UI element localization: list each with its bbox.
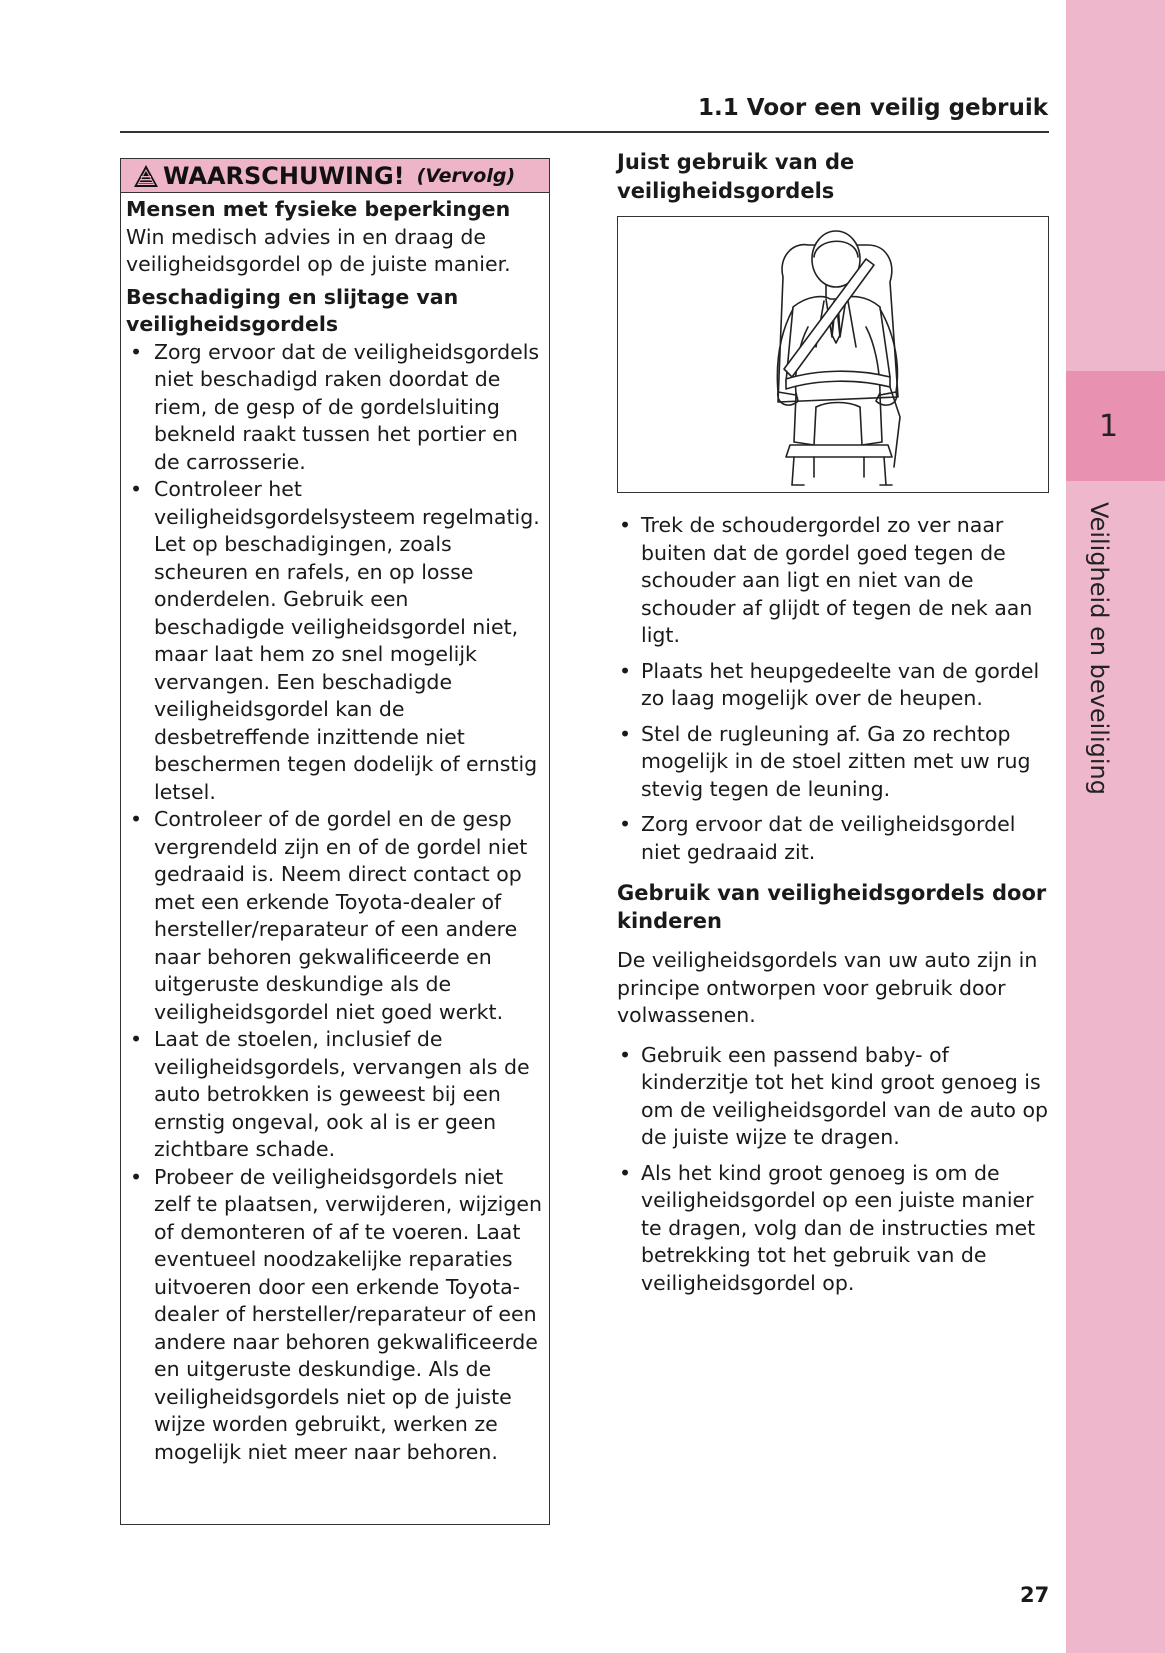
seated-person-seatbelt-illustration	[618, 217, 1047, 491]
seatbelt-figure	[617, 216, 1049, 493]
list-item: • Zorg ervoor dat de veiligheidsgordels niet beschadigd raken doordat de riem, de gesp of de gordelsluiting bekneld raakt tussen het portier en de carrosserie.	[126, 339, 544, 477]
list-item: • Als het kind groot genoeg is om de veiligheidsgordel op een juiste manier te dragen, volg dan de instructies met betrekking tot het gebruik van de veiligheidsgordel op.	[619, 1160, 1036, 1295]
list-item: • Laat de stoelen, inclusief de veiligheidsgordels, vervangen als de auto betrokken is geweest bij een ernstig ongeval, ook al is er geen zichtbare schade.	[126, 1026, 544, 1164]
right-column-header	[617, 148, 1049, 206]
section-heading: Beschadiging en slijtage van veiligheidsgordels	[126, 284, 459, 336]
list-item-text: Trek de schoudergordel zo ver naar buiten dat de gordel goed tegen de schouder aan ligt en niet van de schouder af glijdt of tegen de nek aan ligt.	[641, 513, 1033, 647]
right-title: Juist gebruik van de veiligheidsgordels	[617, 150, 855, 203]
list-item-text: Als het kind groot genoeg is om de veiligheidsgordel op een juiste manier te dragen, volg dan de instructies met betrekking tot het gebruik van de veiligheidsgordel op.	[641, 1160, 1036, 1295]
section-heading: Mensen met fysieke beperkingen	[126, 197, 511, 221]
list-item: • Controleer of de gordel en de gesp vergrendeld zijn en of de gordel niet gedraaid is. Neem direct contact op met een erkende Toyota-dealer of hersteller/reparateur of een andere naar behoren gekwalificeerde en uitgeruste deskundige als de veiligheidsgordel niet goed werkt.	[126, 806, 544, 1026]
list-item: • Trek de schoudergordel zo ver naar buiten dat de gordel goed tegen de schouder aan ligt en niet van de schouder af glijdt of tegen de nek aan ligt.	[619, 513, 1033, 647]
list-item-text: Controleer het veiligheidsgordelsysteem regelmatig. Let op beschadigingen, zoals scheuren en rafels, en op losse onderdelen. Gebruik een beschadigde veiligheidsgordel niet, maar laat hem zo snel mogelijk vervangen. Een beschadigde veiligheidsgordel kan de desbetreffende inzittende niet beschermen tegen dodelijk of ernstig letsel.	[154, 477, 540, 804]
header-divider	[120, 131, 1049, 133]
list-item-text: Laat de stoelen, inclusief de veiligheidsgordels, vervangen als de auto betrokken is geweest bij een ernstig ongeval, ook al is er geen zichtbare schade.	[154, 1027, 530, 1161]
warning-subtitle: (Vervolg)	[416, 164, 516, 187]
usage-bullet-list	[617, 512, 1049, 866]
children-heading: Gebruik van veiligheidsgordels door kinderen	[617, 881, 1047, 933]
warning-bullet-list	[126, 339, 544, 1467]
list-item-text: Stel de rugleuning af. Ga zo rechtop mogelijk in de stoel zitten met uw rug stevig tegen de leuning.	[641, 721, 1031, 801]
list-item-text: Zorg ervoor dat de veiligheidsgordel niet gedraaid zit.	[641, 812, 1016, 864]
list-item-text: Probeer de veiligheidsgordels niet zelf te plaatsen, verwijderen, wijzigen of demonteren of af te voeren. Laat eventueel noodzakelijke reparaties uitvoeren door een erkende Toyota-dealer of hersteller/reparateur of een andere naar behoren gekwalificeerde en uitgeruste deskundige. Als de veiligheidsgordels niet op de juiste wijze worden gebruikt, werken ze mogelijk niet meer naar behoren.	[154, 1164, 542, 1464]
page-number: 27	[1020, 1583, 1050, 1607]
children-bullet-list	[617, 1042, 1049, 1298]
chapter-number: 1	[1098, 408, 1119, 444]
list-item: • Gebruik een passend baby- of kinderzitje tot het kind groot genoeg is om de veiligheidsgordel van de auto op de juiste wijze te dragen.	[619, 1042, 1049, 1149]
warning-title: WAARSCHUWING!	[163, 161, 405, 190]
chapter-label: Veiligheid en beveiliging	[1085, 502, 1113, 795]
right-column-body	[617, 512, 1049, 1305]
list-item-text: Zorg ervoor dat de veiligheidsgordels niet beschadigd raken doordat de riem, de gesp of de gordelsluiting bekneld raakt tussen het portier en de carrosserie.	[154, 339, 540, 474]
warning-box	[120, 158, 550, 1525]
list-item: • Zorg ervoor dat de veiligheidsgordel niet gedraaid zit.	[619, 812, 1016, 864]
section-paragraph: Win medisch advies in en draag de veiligheidsgordel op de juiste manier.	[126, 224, 511, 276]
warning-body	[121, 193, 549, 1466]
list-item: • Stel de rugleuning af. Ga zo rechtop mogelijk in de stoel zitten met uw rug stevig tegen de leuning.	[619, 721, 1031, 801]
warning-header	[121, 159, 549, 193]
chapter-tab[interactable]	[1066, 371, 1165, 481]
list-item-text: Plaats het heupgedeelte van de gordel zo laag mogelijk over de heupen.	[641, 658, 1040, 710]
list-item-text: Controleer of de gordel en de gesp vergrendeld zijn en of de gordel niet gedraaid is. Neem direct contact op met een erkende Toyota-dealer of hersteller/reparateur of een andere naar behoren gekwalificeerde en uitgeruste deskundige als de veiligheidsgordel niet goed werkt.	[154, 807, 528, 1024]
warning-triangle-icon	[133, 164, 159, 188]
list-item: • Plaats het heupgedeelte van de gordel zo laag mogelijk over de heupen.	[619, 658, 1040, 710]
side-bar	[1066, 0, 1165, 1653]
children-paragraph: De veiligheidsgordels van uw auto zijn in principe ontworpen voor gebruik door volwassenen.	[617, 948, 1038, 1027]
list-item: • Probeer de veiligheidsgordels niet zelf te plaatsen, verwijderen, wijzigen of demonteren of af te voeren. Laat eventueel noodzakelijke reparaties uitvoeren door een erkende Toyota-dealer of hersteller/reparateur of een andere naar behoren gekwalificeerde en uitgeruste deskundige. Als de veiligheidsgordels niet op de juiste wijze worden gebruikt, werken ze mogelijk niet meer naar behoren.	[126, 1164, 544, 1467]
list-item-text: Gebruik een passend baby- of kinderzitje tot het kind groot genoeg is om de veiligheidsgordel van de auto op de juiste wijze te dragen.	[641, 1042, 1049, 1149]
list-item: • Controleer het veiligheidsgordelsysteem regelmatig. Let op beschadigingen, zoals scheuren en rafels, en op losse onderdelen. Gebruik een beschadigde veiligheidsgordel niet, maar laat hem zo snel mogelijk vervangen. Een beschadigde veiligheidsgordel kan de desbetreffende inzittende niet beschermen tegen dodelijk of ernstig letsel.	[126, 476, 544, 806]
section-title: 1.1 Voor een veilig gebruik	[698, 95, 1048, 121]
